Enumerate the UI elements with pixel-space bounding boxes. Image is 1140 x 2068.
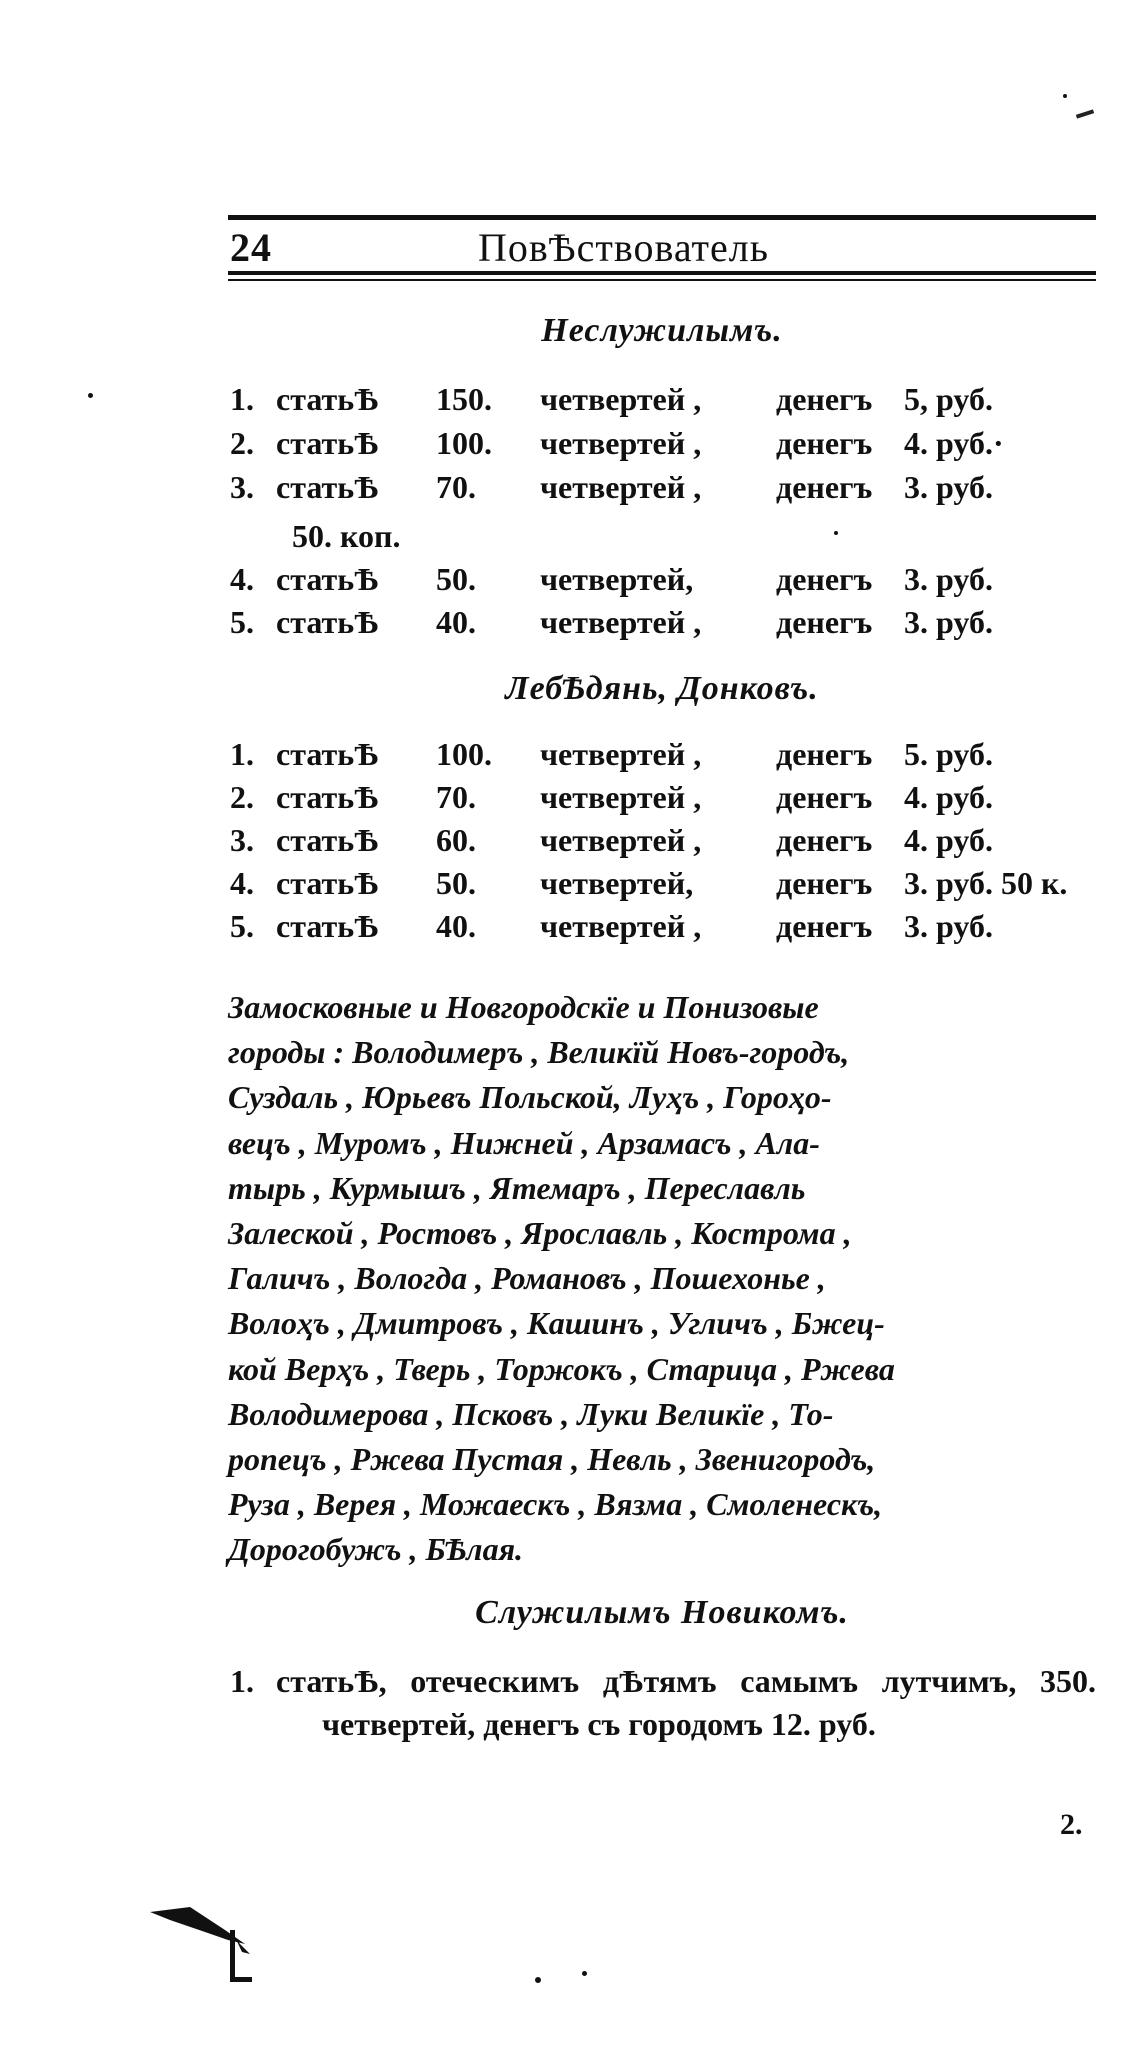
table-row xyxy=(228,822,1096,860)
scan-speck xyxy=(535,1977,541,1983)
row-quantity: 100. xyxy=(436,425,492,461)
section-heading: Неслужилымъ. xyxy=(541,312,783,349)
row-label: статьѢ xyxy=(276,779,379,815)
row-number: 5. xyxy=(230,604,254,640)
row-label: статьѢ xyxy=(276,736,379,772)
row-quantity: 100. xyxy=(436,736,492,772)
row-amount: 3. руб. xyxy=(904,908,993,944)
item-text: статьѢ, отеческимъ дѢтямъ самымъ лутчимъ, 350. четвертей, денегъ съ городомъ 12. руб. xyxy=(276,1663,1096,1742)
row-unit: четвертей, xyxy=(540,561,694,597)
towns-paragraph xyxy=(228,985,1098,1573)
header-bottom-rule-thin xyxy=(228,279,1096,281)
paragraph-line: вецъ , Муромъ , Нижней , Арзамасъ , Ала- xyxy=(228,1124,820,1161)
row-label: статьѢ xyxy=(276,908,379,944)
paragraph-line: Галичъ , Вологда , Романовъ , Пошехонье , xyxy=(228,1260,826,1297)
row-unit: четвертей , xyxy=(540,908,702,944)
paragraph-line: ропецъ , Ржева Пустая , Невль , Звенигородъ, xyxy=(228,1441,876,1478)
item-number: 1. xyxy=(230,1663,254,1699)
list-item xyxy=(228,1660,1096,1746)
row-amount: 3. руб. xyxy=(904,469,993,505)
scan-speck xyxy=(88,393,93,398)
row-number: 3. xyxy=(230,469,254,505)
header-bottom-rule xyxy=(228,271,1096,275)
row-label: статьѢ xyxy=(276,604,379,640)
paragraph-line: Руза , Верея , Можаескъ , Вязма , Смоленескъ, xyxy=(228,1486,883,1523)
row-quantity: 70. xyxy=(436,469,476,505)
row-unit: четвертей , xyxy=(540,425,702,461)
row-unit: четвертей , xyxy=(540,604,702,640)
table-row xyxy=(228,865,1096,903)
scan-speck xyxy=(834,531,838,535)
header-top-rule xyxy=(228,215,1096,220)
row-quantity: 70. xyxy=(436,779,476,815)
paragraph-line: Замосковные и Новгородскїе и Понизовые xyxy=(228,989,819,1025)
row-amount: 3. руб. 50 к. xyxy=(904,865,1068,901)
row-unit: четвертей , xyxy=(540,736,702,772)
row-money-label: денегъ xyxy=(776,736,873,772)
section-heading: ЛебѢдянь, Донковъ. xyxy=(505,670,819,707)
row-label: статьѢ xyxy=(276,381,379,417)
row-quantity: 60. xyxy=(436,822,476,858)
row-quantity: 150. xyxy=(436,381,492,417)
row-number: 1. xyxy=(230,736,254,772)
row-number: 1. xyxy=(230,381,254,417)
table-row xyxy=(228,908,1096,946)
running-head: ПовѢствователь xyxy=(478,225,769,270)
row-amount: 3. руб. xyxy=(904,604,993,640)
row-number: 3. xyxy=(230,822,254,858)
row-label: статьѢ xyxy=(276,469,379,505)
row-amount: 5, руб. xyxy=(904,381,993,417)
row-quantity: 50. xyxy=(436,865,476,901)
catchword: 2. xyxy=(1060,1808,1083,1841)
table-row xyxy=(228,381,1096,419)
scan-speck xyxy=(582,1971,587,1976)
row-number: 4. xyxy=(230,561,254,597)
page-header xyxy=(228,222,1096,268)
row-label: статьѢ xyxy=(276,822,379,858)
row-unit: четвертей , xyxy=(540,469,702,505)
row-continuation: 50. коп. xyxy=(292,518,401,554)
row-money-label: денегъ xyxy=(776,604,873,640)
page-number: 24 xyxy=(230,225,272,270)
row-quantity: 40. xyxy=(436,908,476,944)
paragraph-line: Володимерова , Псковъ , Луки Великїе , То- xyxy=(228,1395,834,1432)
row-money-label: денегъ xyxy=(776,865,873,901)
scan-mark xyxy=(1076,109,1094,118)
paragraph-line: городы : Володимеръ , Великїй Новъ-городъ, xyxy=(228,1034,850,1071)
row-unit: четвертей , xyxy=(540,779,702,815)
row-label: статьѢ xyxy=(276,561,379,597)
table-row xyxy=(228,561,1096,599)
section-heading: Служилымъ Новикомъ. xyxy=(475,1594,849,1631)
row-amount: 4. руб.· xyxy=(904,425,1004,461)
row-number: 5. xyxy=(230,908,254,944)
paragraph-line: Суздаль , Юрьевъ Польской, Луҳъ , Гороҳо- xyxy=(228,1079,832,1116)
row-quantity: 40. xyxy=(436,604,476,640)
row-unit: четвертей , xyxy=(540,381,702,417)
row-money-label: денегъ xyxy=(776,779,873,815)
table-row xyxy=(228,736,1096,774)
row-money-label: денегъ xyxy=(776,425,873,461)
row-label: статьѢ xyxy=(276,425,379,461)
row-number: 4. xyxy=(230,865,254,901)
paragraph-line: тырь , Курмышъ , Ятемаръ , Переславль xyxy=(228,1169,806,1206)
row-quantity: 50. xyxy=(436,561,476,597)
table-row xyxy=(228,425,1096,463)
row-unit: четвертей , xyxy=(540,822,702,858)
paragraph-line: Дорогобужъ , БѢлая. xyxy=(228,1531,524,1568)
scan-speck xyxy=(1063,94,1067,98)
row-number: 2. xyxy=(230,779,254,815)
paragraph-line: кой Верҳъ , Тверь , Торжокъ , Старица , Ржева xyxy=(228,1350,895,1387)
table-row xyxy=(228,779,1096,817)
row-money-label: денегъ xyxy=(776,908,873,944)
row-number: 2. xyxy=(230,425,254,461)
table-row xyxy=(228,604,1096,642)
row-unit: четвертей, xyxy=(540,865,694,901)
corner-bracket-mark xyxy=(228,1930,258,1984)
row-money-label: денегъ xyxy=(776,561,873,597)
paragraph-line: Волоҳъ , Дмитровъ , Кашинъ , Угличъ , Бжец- xyxy=(228,1305,885,1342)
row-money-label: денегъ xyxy=(776,381,873,417)
row-amount: 3. руб. xyxy=(904,561,993,597)
paragraph-line: Залеской , Ростовъ , Ярославль , Кострома , xyxy=(228,1215,852,1252)
row-label: статьѢ xyxy=(276,865,379,901)
table-row xyxy=(228,469,1096,507)
row-amount: 4. руб. xyxy=(904,822,993,858)
row-amount: 5. руб. xyxy=(904,736,993,772)
row-money-label: денегъ xyxy=(776,822,873,858)
row-amount: 4. руб. xyxy=(904,779,993,815)
row-money-label: денегъ xyxy=(776,469,873,505)
